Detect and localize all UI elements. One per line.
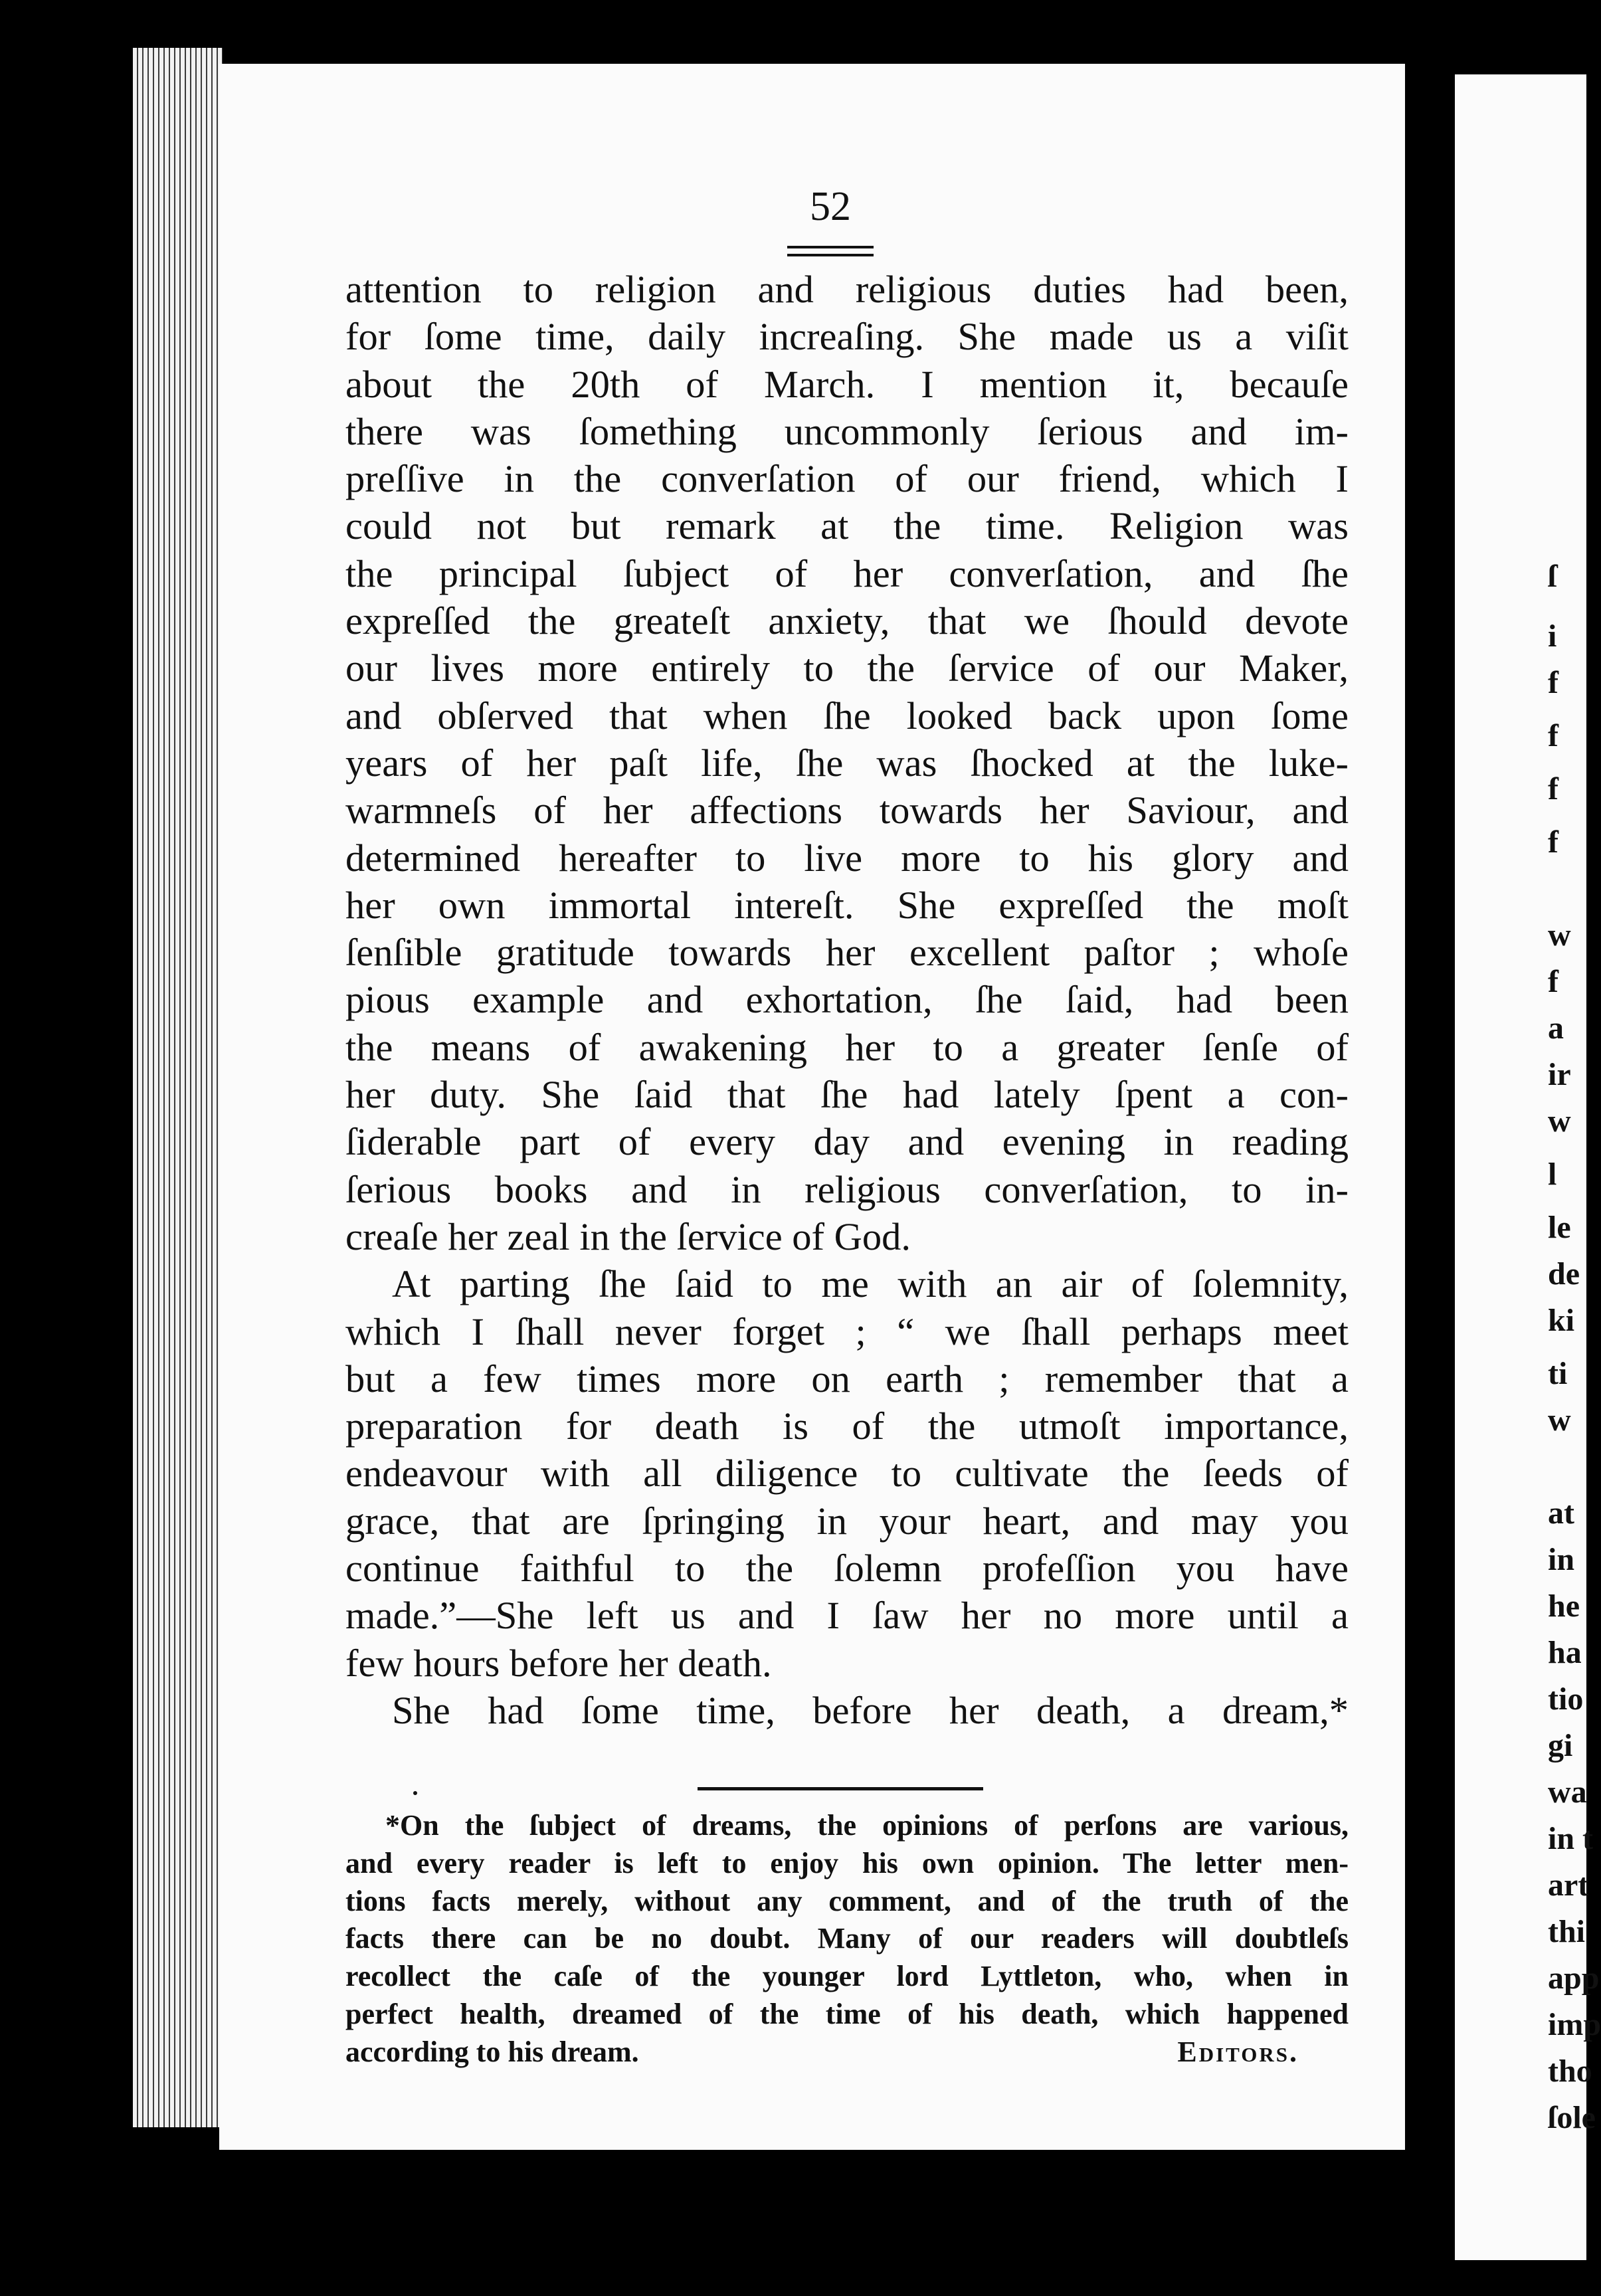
right-page-fragment: tio	[1548, 1681, 1584, 1717]
text-line: her own immortal intereſt. She expreſſed the moſt	[345, 883, 1349, 927]
right-page-fragment: thi	[1548, 1914, 1586, 1949]
text-line: about the 20th of March. I mention it, becauſe	[345, 362, 1349, 406]
footnote-line: facts there can be no doubt. Many of our readers will doubtleſs	[345, 1922, 1349, 1955]
text-line: determined hereafter to live more to his glory and	[345, 836, 1349, 880]
right-page-fragment: tho	[1548, 2054, 1592, 2089]
right-page-fragment: ki	[1548, 1303, 1575, 1338]
text-line: She had ſome time, before her death, a dream,*	[392, 1688, 1349, 1732]
text-line: could not but remark at the time. Religion was	[345, 504, 1349, 548]
text-line: ſenſible gratitude towards her excellent paſtor ; whoſe	[345, 931, 1349, 975]
right-page-fragment: ſole	[1548, 2100, 1596, 2135]
footnote-line: tions facts merely, without any comment, and of the truth of the	[345, 1884, 1349, 1917]
page-edges	[133, 48, 223, 2127]
footnote-line: and every reader is left to enjoy his own opinion. The letter men-	[345, 1846, 1349, 1879]
footnote	[345, 1807, 1349, 2071]
text-line: preparation for death is of the utmoſt importance,	[345, 1404, 1349, 1448]
text-line: but a few times more on earth ; remember that a	[345, 1357, 1349, 1400]
text-line: made.”—She left us and I ſaw her no more until a	[345, 1594, 1349, 1638]
text-line: At parting ſhe ſaid to me with an air of ſolemnity,	[392, 1262, 1349, 1306]
right-page-fragment: at	[1548, 1495, 1574, 1531]
right-page-fragment: w	[1548, 1402, 1571, 1438]
right-page-fragment: ha	[1548, 1635, 1582, 1670]
footnote-marker-dot	[413, 1791, 417, 1795]
right-page-fragment: a	[1548, 1010, 1564, 1046]
right-page-fragment: imp	[1548, 2007, 1601, 2042]
right-page-fragment: he	[1548, 1588, 1580, 1624]
text-line: there was ſomething uncommonly ſerious and im-	[345, 409, 1349, 453]
page-number: 52	[810, 184, 851, 229]
text-line: few hours before her death.	[345, 1641, 772, 1685]
right-page-fragment: w	[1548, 1103, 1571, 1139]
text-line: pious example and exhortation, ſhe ſaid, had been	[345, 978, 1349, 1022]
text-line: creaſe her zeal in the ſervice of God.	[345, 1214, 911, 1258]
right-page-fragment: f	[1548, 964, 1558, 999]
text-line: attention to religion and religious duties had been,	[345, 268, 1349, 311]
right-page-fragment: gi	[1548, 1728, 1573, 1763]
right-page-fragment: in t	[1548, 1821, 1594, 1856]
text-line: the principal ſubject of her converſation, and ſhe	[345, 551, 1349, 595]
right-page-fragment: ti	[1548, 1356, 1568, 1391]
text-line: the means of awakening her to a greater ſenſe of	[345, 1025, 1349, 1069]
text-line: preſſive in the converſation of our friend, which I	[345, 457, 1349, 501]
footnote-line: according to his dream.	[345, 2035, 639, 2068]
right-page-fragment: f	[1548, 718, 1558, 753]
footnote-rule	[698, 1787, 983, 1790]
body-text	[345, 266, 1349, 1734]
text-line: ſiderable part of every day and evening in reading	[345, 1120, 1349, 1164]
footnote-line: *On the ſubject of dreams, the opinions of perſons are various,	[385, 1809, 1349, 1842]
right-page-fragment: wa	[1548, 1774, 1587, 1810]
right-page-fragments	[1548, 0, 1601, 2296]
right-page-fragment: art	[1548, 1867, 1589, 1903]
right-page-fragment: ir	[1548, 1057, 1571, 1092]
text-line: warmneſs of her affections towards her Saviour, and	[345, 789, 1349, 832]
footnote-signature: Editors.	[1177, 2035, 1299, 2068]
text-line: which I ſhall never forget ; “ we ſhall perhaps meet	[345, 1309, 1349, 1353]
right-page-fragment: f	[1548, 771, 1558, 807]
right-page-fragment: le	[1548, 1210, 1571, 1245]
right-page-fragment: i	[1548, 619, 1557, 654]
right-page-fragment: ſ	[1548, 559, 1557, 594]
text-line: years of her paſt life, ſhe was ſhocked at the luke-	[345, 741, 1349, 785]
footnote-line: perfect health, dreamed of the time of his death, which happened	[345, 1997, 1349, 2030]
right-page-fragment: w	[1548, 917, 1571, 953]
text-line: for ſome time, daily increaſing. She made us a viſit	[345, 315, 1349, 359]
right-page-fragment: app	[1548, 1961, 1600, 1996]
page-number-rule	[787, 246, 874, 256]
footnote-line: recollect the caſe of the younger lord Lyttleton, who, when in	[345, 1960, 1349, 1993]
text-line: endeavour with all diligence to cultivate the ſeeds of	[345, 1452, 1349, 1495]
text-line: her duty. She ſaid that ſhe had lately ſpent a con-	[345, 1073, 1349, 1117]
right-page-fragment: de	[1548, 1256, 1580, 1292]
right-page-fragment: in	[1548, 1542, 1575, 1577]
right-page-fragment: l	[1548, 1157, 1557, 1192]
text-line: our lives more entirely to the ſervice of our Maker,	[345, 646, 1349, 690]
text-line: grace, that are ſpringing in your heart, and may you	[345, 1499, 1349, 1543]
right-page-fragment: f	[1548, 824, 1558, 860]
text-line: and obſerved that when ſhe looked back upon ſome	[345, 694, 1349, 737]
text-line: ſerious books and in religious converſation, to in-	[345, 1167, 1349, 1211]
text-line: continue faithful to the ſolemn profeſſion you have	[345, 1547, 1349, 1590]
text-line: expreſſed the greateſt anxiety, that we ſhould devote	[345, 599, 1349, 643]
right-page-fragment: f	[1548, 665, 1558, 700]
